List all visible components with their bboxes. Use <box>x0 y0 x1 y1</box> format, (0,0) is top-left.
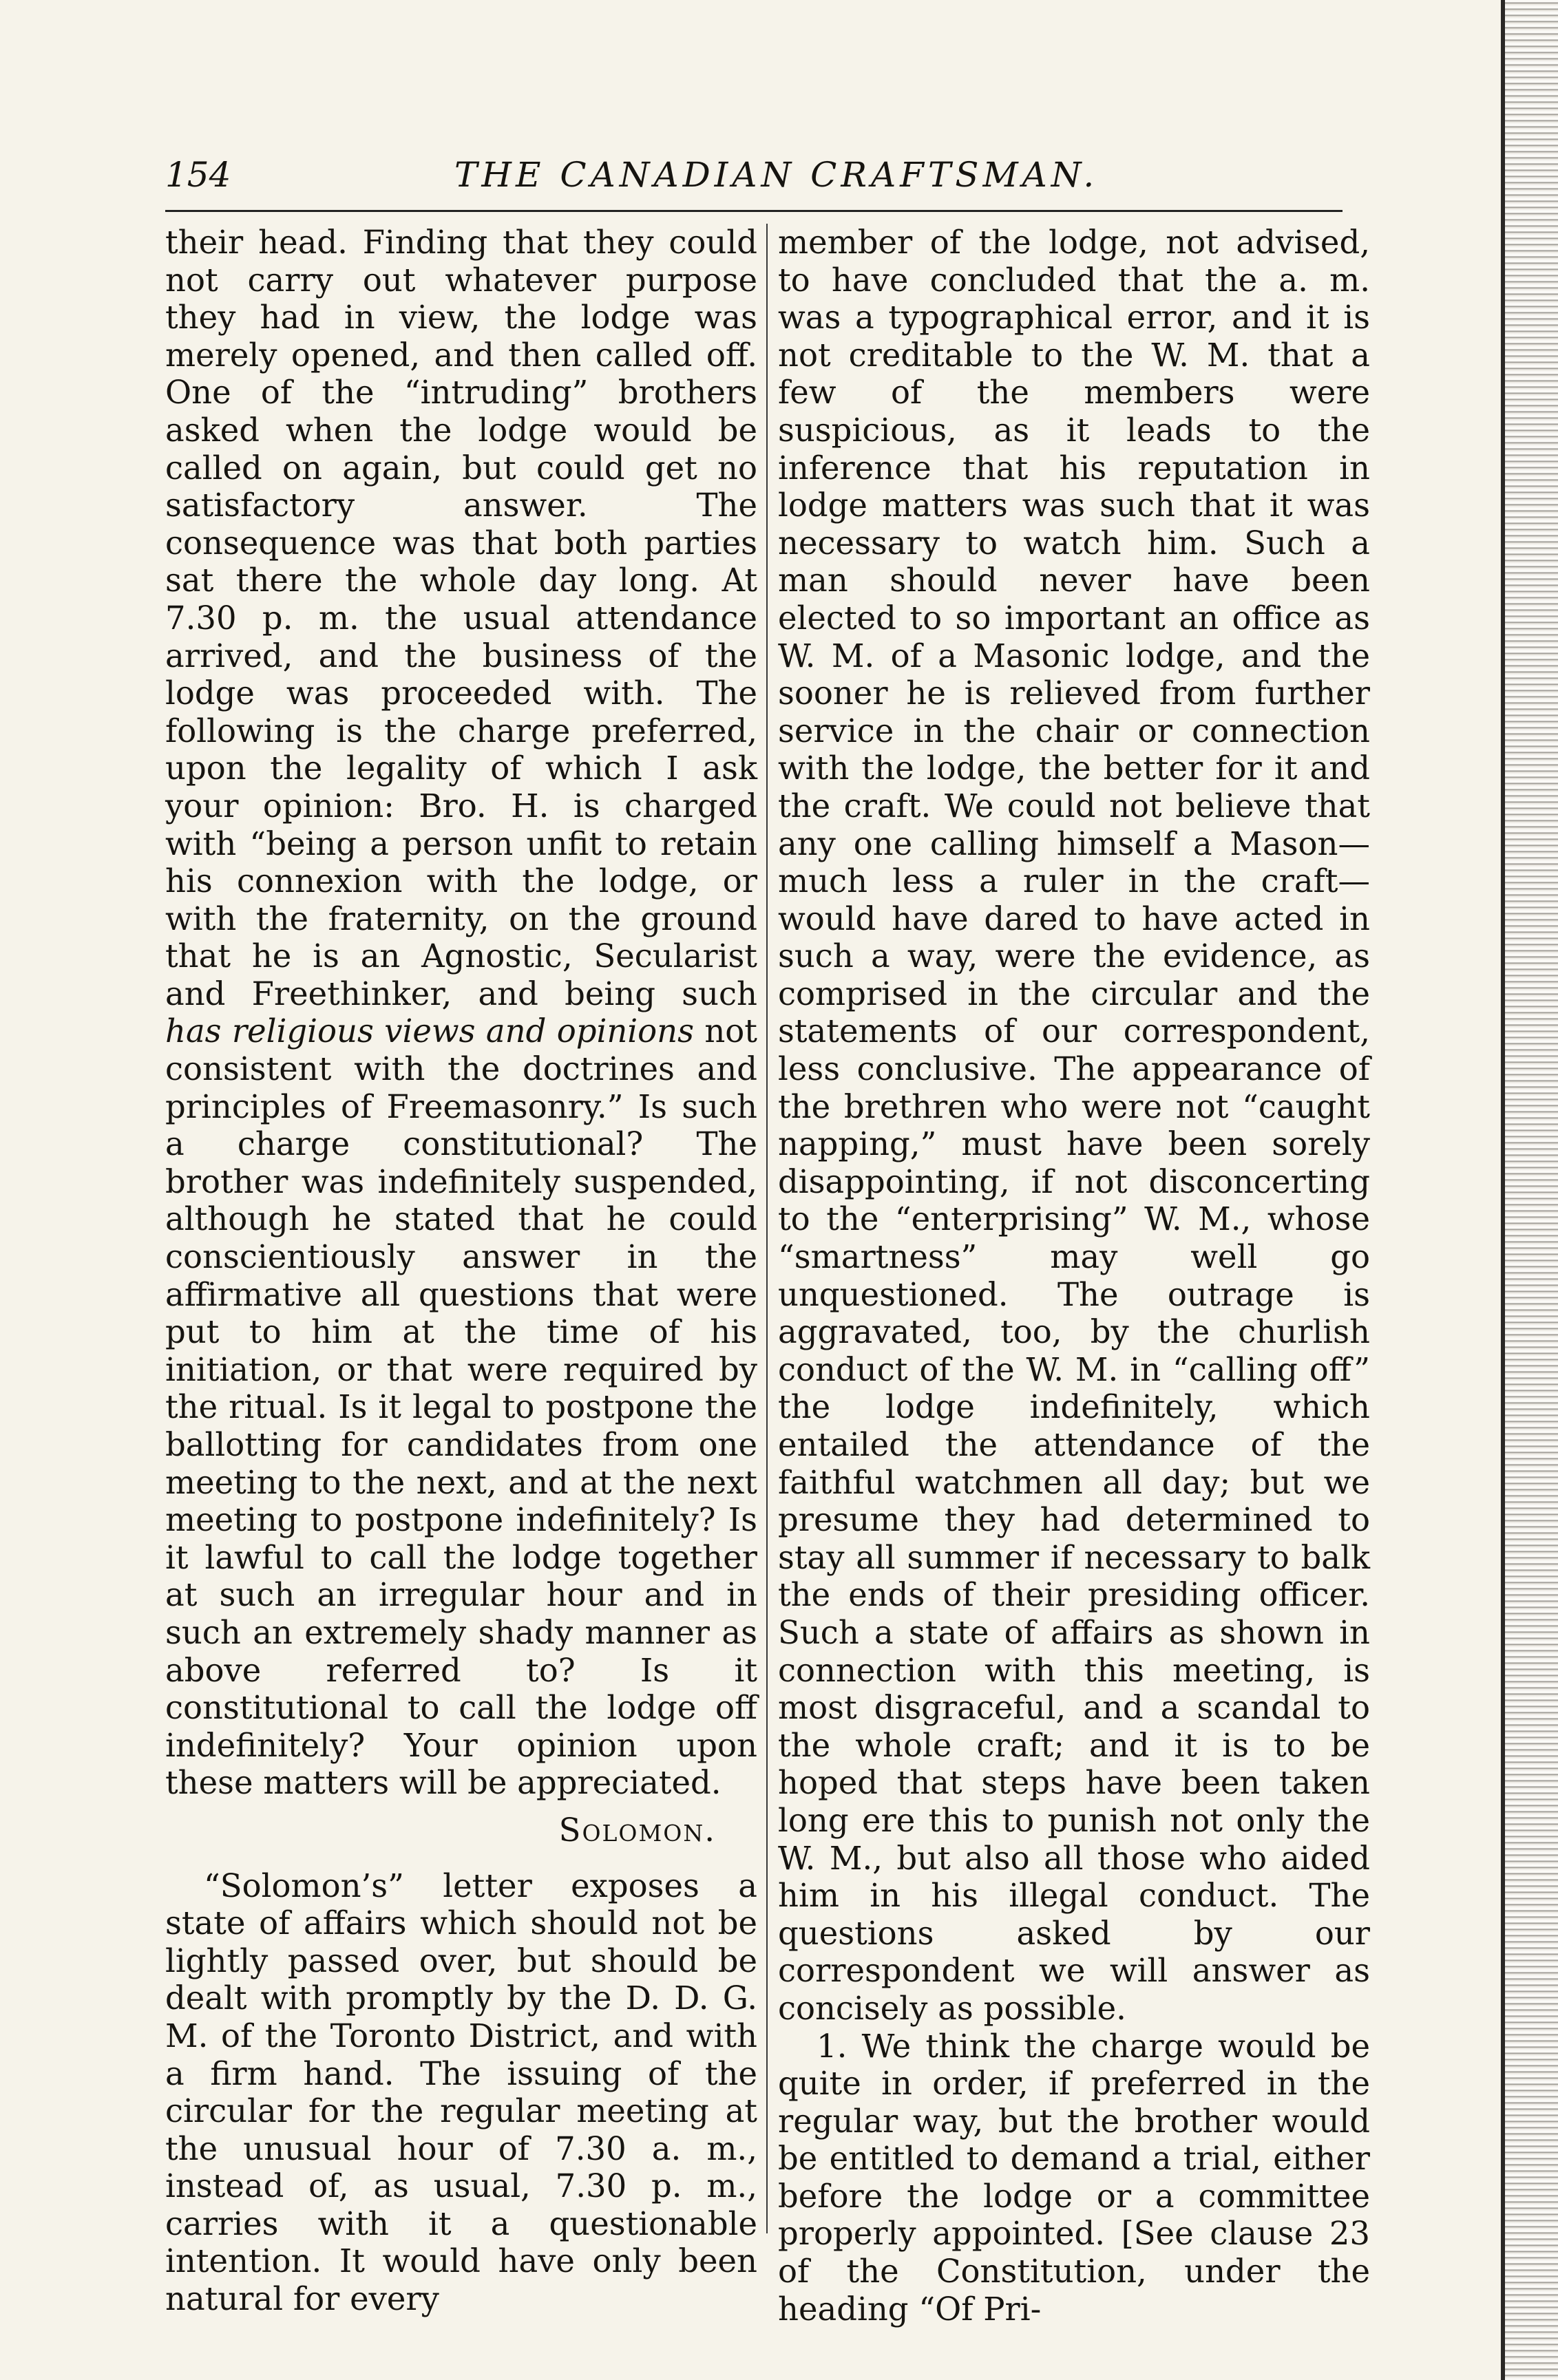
left-column <box>165 224 757 2318</box>
page-header <box>165 148 1336 203</box>
letter-text-italic: has religious views and opinions <box>165 1012 694 1050</box>
page-number: 154 <box>165 155 231 195</box>
column-divider <box>766 224 768 2233</box>
answer-paragraph-1: 1. We think the charge would be quite in order, if preferred in the regular way, but the brother would be entitled to demand a trial, either before the lodge or a committee properly appointed. [See clause 23 of the Constitution, under the heading “Of Pri- <box>778 2027 1370 2328</box>
letter-text-end: not consistent with the doctrines and principles of Freemasonry.” Is such a charge constitutional? The brother was indefinitely suspended, although he stated that he could conscientiously answer in the affirmative all questions that were put to him at the time of his initiation, or that were required by the ritual. Is it legal to postpone the ballotting for candidates from one meeting to the next, and at the next meeting to postpone indefinitely? Is it lawful to call the lodge together at such an irregular hour and in such an extremely shady manner as above referred to? Is it constitutional to call the lodge off indefinitely? Your opinion upon these matters will be appreciated. <box>165 1012 757 1802</box>
editorial-paragraph: “Solomon’s” letter exposes a state of affairs which should not be lightly passed over, but should be dealt with promptly by the D. D. G. M. of the Toronto District, and with a firm hand. The issuing of the circular for the regular meeting at the unusual hour of 7.30 a. m., instead of, as usual, 7.30 p. m., carries with it a questionable intention. It would have only been natural for every <box>165 1867 757 2318</box>
letter-signature: Solomon. <box>558 1811 716 1849</box>
letter-paragraph <box>165 224 757 1802</box>
running-title: THE CANADIAN CRAFTSMAN. <box>454 155 1099 195</box>
editorial-continued-paragraph: member of the lodge, not advised, to have concluded that the a. m. was a typographical error, and it is not creditable to the W. M. that a few of the members were suspicious, as it leads to the inference that his reputation in lodge matters was such that it was necessary to watch him. Such a man should never have been elected to so important an office as W. M. of a Masonic lodge, and the sooner he is relieved from further service in the chair or connection with the lodge, the better for it and the craft. We could not believe that any one calling himself a Mason—much less a ruler in the craft—would have dared to have acted in such a way, were the evidence, as comprised in the circular and the statements of our correspondent, less conclusive. The appearance of the brethren who were not “caught napping,” must have been sorely disappointing, if not disconcerting to the “enterprising” W. M., whose “smartness” may well go unquestioned. The outrage is aggravated, too, by the churlish conduct of the W. M. in “calling off” the lodge indefinitely, which entailed the attendance of the faithful watchmen all day; but we presume they had determined to stay all summer if necessary to balk the ends of their presiding officer. Such a state of affairs as shown in connection with this meeting, is most disgraceful, and a scandal to the whole craft; and it is to be hoped that steps have been taken long ere this to punish not only the W. M., but also all those who aided him in his illegal conduct. The questions asked by our correspondent we will answer as concisely as possible. <box>778 224 1370 2027</box>
letter-text-start: their head. Finding that they could not carry out whatever purpose they had in view, the lodge was merely opened, and then called off. One of the “intruding” brothers asked when the lodge would be called on again, but could get no satisfactory answer. The consequence was that both parties sat there the whole day long. At 7.30 p. m. the usual attendance arrived, and the business of the lodge was proceeded with. The following is the charge preferred, upon the legality of which I ask your opinion: Bro. H. is charged with “being a person unfit to retain his connexion with the lodge, or with the fraternity, on the ground that he is an Agnostic, Secularist and Freethinker, and being such <box>165 224 757 1012</box>
right-column <box>778 224 1370 2328</box>
page-edge <box>1501 0 1558 2380</box>
header-rule <box>165 210 1343 212</box>
